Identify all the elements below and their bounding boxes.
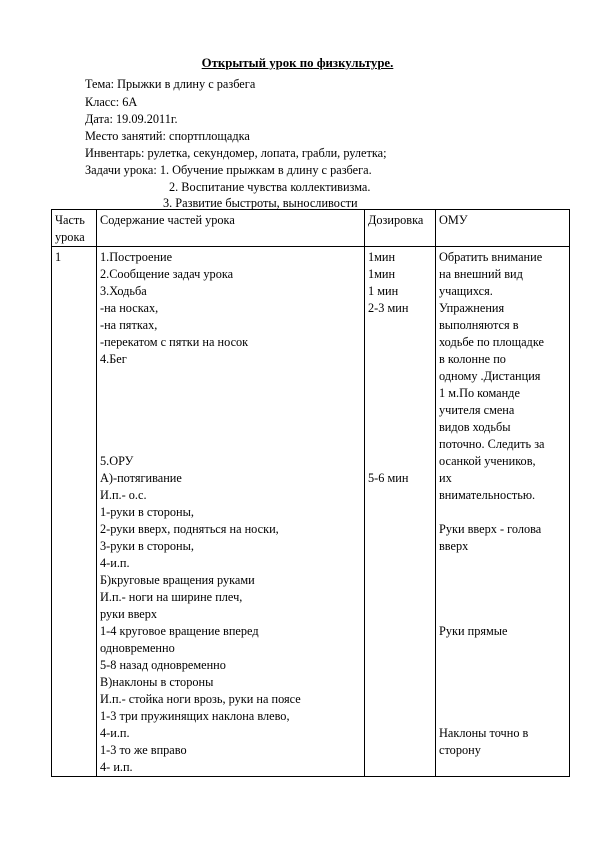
- content-line: 4-и.п.: [100, 556, 130, 570]
- content-line: 3-руки в стороны,: [100, 539, 194, 553]
- content-line: -на пятках,: [100, 318, 158, 332]
- dosage-line: [368, 317, 432, 334]
- content-line: 5-8 назад одновременно: [100, 658, 226, 672]
- content-line: И.п.- ноги на ширине плеч,: [100, 590, 243, 604]
- dosage-line: [368, 436, 432, 453]
- omu-line: Руки вверх - голова: [439, 522, 542, 536]
- omu-line: одному .Дистанция: [439, 369, 541, 383]
- content-line: [100, 402, 361, 419]
- lesson-date: Дата: 19.09.2011г.: [85, 112, 178, 126]
- omu-line: в колонне по: [439, 352, 506, 366]
- omu-line: сторону: [439, 743, 481, 757]
- omu-line: ходьбе по площадке: [439, 335, 544, 349]
- content-line: Б)круговые вращения руками: [100, 573, 255, 587]
- dosage-cell: [365, 247, 436, 777]
- content-line: [100, 385, 361, 402]
- lesson-equipment: Инвентарь: рулетка, секундомер, лопата, грабли, рулетка;: [85, 146, 387, 160]
- omu-cell: [436, 247, 570, 777]
- part-cell: 1: [52, 247, 97, 777]
- content-line: [100, 436, 361, 453]
- omu-line: [439, 691, 566, 708]
- dosage-line: [368, 419, 432, 436]
- omu-line: Руки прямые: [439, 624, 508, 638]
- content-line: 2-руки вверх, подняться на носки,: [100, 522, 279, 536]
- content-line: 2.Сообщение задач урока: [100, 267, 234, 281]
- content-line: руки вверх: [100, 607, 158, 621]
- content-line: 1-4 круговое вращение вперед: [100, 624, 259, 638]
- content-line: И.п.- стойка ноги врозь, руки на поясе: [100, 692, 301, 706]
- lesson-plan-table: [51, 209, 570, 777]
- lesson-task-2: 2. Воспитание чувства коллективизма.: [169, 180, 371, 194]
- lesson-class: Класс: 6А: [85, 95, 138, 109]
- omu-line: [439, 640, 566, 657]
- content-line: [100, 368, 361, 385]
- omu-line: [439, 657, 566, 674]
- dosage-line: 1 мин: [368, 284, 399, 298]
- table-row: [52, 247, 570, 777]
- lesson-task-1: Задачи урока: 1. Обучение прыжкам в длину с разбега.: [85, 163, 372, 177]
- omu-line: [439, 674, 566, 691]
- table-header-row: [52, 210, 570, 247]
- omu-line: Обратить внимание: [439, 250, 543, 264]
- omu-line: [439, 606, 566, 623]
- omu-line: [439, 555, 566, 572]
- omu-line: внимательностью.: [439, 488, 536, 502]
- content-line: 1-3 то же вправо: [100, 743, 187, 757]
- column-header-content: Содержание частей урока: [97, 210, 365, 247]
- omu-line: осанкой учеников,: [439, 454, 536, 468]
- dosage-line: [368, 368, 432, 385]
- dosage-line: 5-6 мин: [368, 471, 409, 485]
- content-line: И.п.- о.с.: [100, 488, 147, 502]
- omu-line: [439, 572, 566, 589]
- column-header-part: Часть урока: [52, 210, 97, 247]
- lesson-task-3: 3. Развитие быстроты, выносливости: [163, 196, 358, 210]
- lesson-topic: Тема: Прыжки в длину с разбега: [85, 77, 256, 91]
- column-header-dosage: Дозировка: [365, 210, 436, 247]
- omu-line: Наклоны точно в: [439, 726, 529, 740]
- content-line: А)-потягивание: [100, 471, 182, 485]
- omu-line: поточно. Следить за: [439, 437, 545, 451]
- omu-line: Упражнения: [439, 301, 505, 315]
- omu-line: на внешний вид: [439, 267, 523, 281]
- omu-line: выполняются в: [439, 318, 519, 332]
- content-line: 1.Построение: [100, 250, 173, 264]
- content-line: 1-руки в стороны,: [100, 505, 194, 519]
- omu-line: учащихся.: [439, 284, 493, 298]
- dosage-line: [368, 402, 432, 419]
- dosage-line: 1мин: [368, 250, 396, 264]
- omu-line: [439, 589, 566, 606]
- omu-line: 1 м.По команде: [439, 386, 520, 400]
- content-line: 5.ОРУ: [100, 454, 134, 468]
- content-line: одновременно: [100, 641, 175, 655]
- content-line: 4-и.п.: [100, 726, 130, 740]
- content-line: [100, 419, 361, 436]
- content-line: -на носках,: [100, 301, 159, 315]
- omu-line: учителя смена: [439, 403, 515, 417]
- document-title: Открытый урок по физкультуре.: [201, 56, 394, 70]
- dosage-line: [368, 385, 432, 402]
- dosage-line: 2-3 мин: [368, 301, 409, 315]
- omu-line: [439, 504, 566, 521]
- content-line: В)наклоны в стороны: [100, 675, 214, 689]
- dosage-line: [368, 334, 432, 351]
- content-cell: [97, 247, 365, 777]
- omu-line: их: [439, 471, 452, 485]
- omu-line: вверх: [439, 539, 469, 553]
- column-header-omu: ОМУ: [436, 210, 570, 247]
- content-line: 1-3 три пружинящих наклона влево,: [100, 709, 290, 723]
- omu-line: [439, 708, 566, 725]
- content-line: 4.Бег: [100, 352, 127, 366]
- dosage-line: [368, 453, 432, 470]
- dosage-line: [368, 351, 432, 368]
- content-line: -перекатом с пятки на носок: [100, 335, 249, 349]
- lesson-place: Место занятий: спортплощадка: [85, 129, 250, 143]
- content-line: 4- и.п.: [100, 760, 133, 774]
- omu-line: видов ходьбы: [439, 420, 511, 434]
- dosage-line: 1мин: [368, 267, 396, 281]
- content-line: 3.Ходьба: [100, 284, 147, 298]
